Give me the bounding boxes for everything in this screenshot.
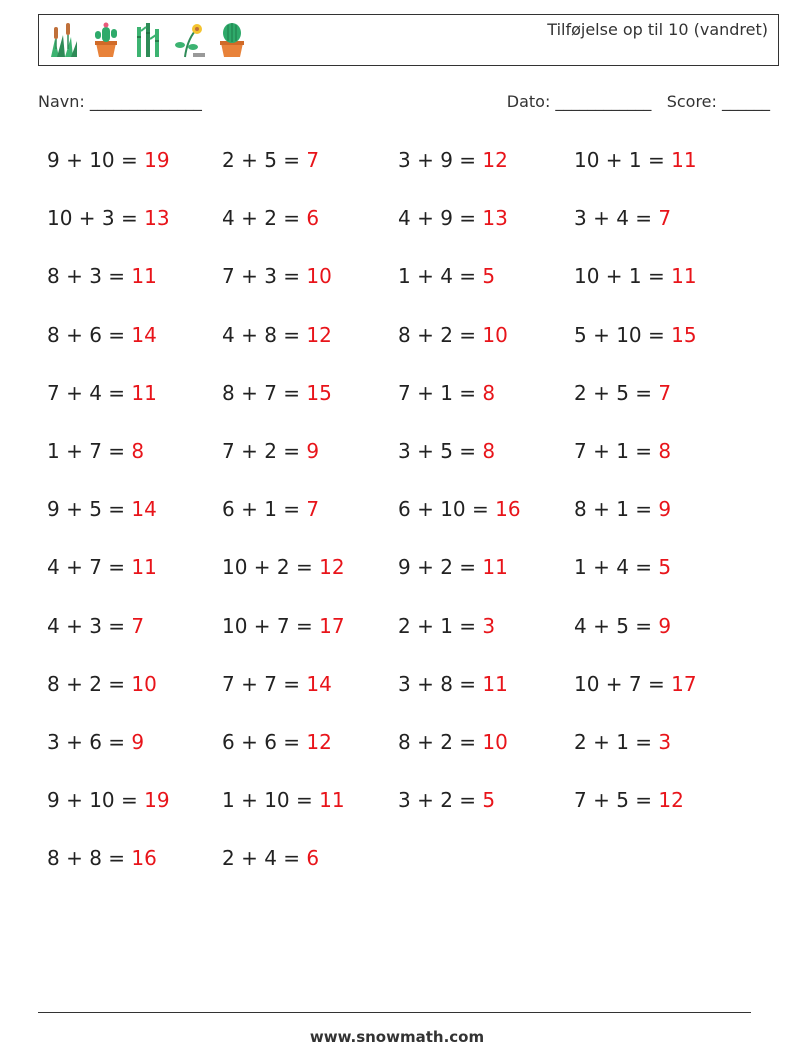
addition-problem	[222, 730, 332, 754]
problem-expression: 4 + 3 =	[47, 613, 132, 638]
problem-answer: 14	[131, 497, 157, 522]
addition-problem	[47, 614, 144, 638]
problem-expression: 8 + 6 =	[47, 322, 132, 347]
problem-expression: 1 + 10 =	[222, 788, 320, 813]
problem-answer: 6	[306, 206, 320, 231]
addition-problem	[574, 206, 671, 230]
problem-expression: 10 + 7 =	[574, 671, 672, 696]
problem-expression: 8 + 3 =	[47, 264, 132, 289]
flower-plant-icon	[171, 19, 209, 59]
problem-expression: 3 + 6 =	[47, 730, 132, 754]
score-field: Score: ______	[666, 92, 770, 111]
problem-expression: 7 + 1 =	[574, 439, 659, 463]
problem-expression: 4 + 7 =	[47, 555, 132, 580]
addition-problem	[47, 846, 157, 870]
problem-expression: 8 + 8 =	[47, 846, 132, 871]
problem-answer: 9	[658, 613, 672, 638]
problem-expression: 2 + 5 =	[574, 380, 659, 405]
problem-answer: 17	[319, 613, 345, 638]
problem-answer: 5	[482, 264, 496, 289]
addition-problem	[222, 672, 332, 696]
addition-problem	[47, 788, 170, 812]
problem-expression: 4 + 5 =	[574, 613, 659, 638]
addition-problem	[222, 614, 345, 638]
problem-answer: 11	[131, 264, 157, 289]
problem-answer: 7	[306, 148, 320, 172]
problem-expression: 3 + 4 =	[574, 206, 659, 231]
addition-problem	[574, 555, 671, 579]
addition-problem	[574, 730, 671, 754]
problem-answer: 5	[658, 555, 672, 580]
problem-expression: 7 + 1 =	[398, 380, 483, 405]
problem-expression: 3 + 5 =	[398, 439, 483, 463]
problem-answer: 7	[306, 497, 320, 522]
problem-answer: 10	[482, 322, 508, 347]
problem-answer: 3	[482, 613, 496, 638]
problem-answer: 10	[131, 671, 157, 696]
problem-expression: 2 + 4 =	[222, 846, 307, 871]
problem-expression: 2 + 1 =	[398, 613, 483, 638]
problem-expression: 9 + 10 =	[47, 788, 145, 813]
problem-expression: 10 + 1 =	[574, 148, 672, 172]
addition-problem	[574, 439, 671, 463]
problem-answer: 11	[482, 555, 508, 580]
problem-expression: 1 + 7 =	[47, 439, 132, 463]
problem-expression: 6 + 10 =	[398, 497, 496, 522]
problem-answer: 17	[671, 671, 697, 696]
problem-answer: 15	[671, 322, 697, 347]
problem-answer: 13	[482, 206, 508, 231]
addition-problem	[47, 323, 157, 347]
addition-problem	[222, 381, 332, 405]
potted-cactus-icon	[213, 19, 251, 59]
problem-answer: 7	[131, 613, 145, 638]
addition-problem	[574, 264, 697, 288]
problem-expression: 9 + 2 =	[398, 555, 483, 580]
problem-answer: 19	[144, 788, 170, 813]
addition-problem	[47, 555, 157, 579]
problem-answer: 5	[482, 788, 496, 813]
problem-answer: 11	[482, 671, 508, 696]
addition-problem	[222, 497, 319, 521]
addition-problem	[47, 497, 157, 521]
problem-answer: 11	[131, 380, 157, 405]
problem-expression: 1 + 4 =	[574, 555, 659, 580]
problem-answer: 9	[131, 730, 145, 754]
problem-answer: 11	[671, 264, 697, 289]
addition-problem	[398, 672, 508, 696]
problem-answer: 8	[482, 380, 496, 405]
addition-problem	[574, 381, 671, 405]
problem-expression: 8 + 2 =	[398, 730, 483, 754]
problem-answer: 16	[131, 846, 157, 871]
problem-answer: 7	[658, 206, 672, 231]
addition-problem	[398, 614, 495, 638]
addition-problem	[398, 730, 508, 754]
problem-expression: 4 + 2 =	[222, 206, 307, 231]
addition-problem	[47, 264, 157, 288]
footer-divider	[38, 1012, 751, 1013]
problem-answer: 11	[319, 788, 345, 813]
problem-expression: 7 + 7 =	[222, 671, 307, 696]
addition-problem	[47, 381, 157, 405]
problem-expression: 2 + 1 =	[574, 730, 659, 754]
cattail-plant-icon	[45, 19, 83, 59]
addition-problem	[398, 439, 495, 463]
problem-answer: 10	[482, 730, 508, 754]
addition-problem	[398, 555, 508, 579]
problem-answer: 15	[306, 380, 332, 405]
problem-expression: 8 + 1 =	[574, 497, 659, 522]
problem-expression: 8 + 2 =	[47, 671, 132, 696]
problem-answer: 12	[482, 148, 508, 172]
problem-answer: 8	[658, 439, 672, 463]
worksheet-title: Tilføjelse op til 10 (vandret)	[547, 20, 768, 39]
worksheet-header	[38, 14, 779, 66]
problem-expression: 2 + 5 =	[222, 148, 307, 172]
addition-problem	[398, 264, 495, 288]
date-score-fields	[507, 92, 770, 111]
addition-problem	[47, 148, 170, 172]
addition-problem	[398, 206, 508, 230]
problem-answer: 19	[144, 148, 170, 172]
addition-problem	[574, 497, 671, 521]
addition-problem	[222, 439, 319, 463]
problem-answer: 11	[671, 148, 697, 172]
problem-answer: 6	[306, 846, 320, 871]
problem-expression: 8 + 7 =	[222, 380, 307, 405]
problem-answer: 12	[306, 730, 332, 754]
addition-problem	[222, 555, 345, 579]
addition-problem	[47, 730, 144, 754]
date-field: Dato: ____________	[506, 92, 652, 111]
header-icons	[45, 19, 251, 59]
addition-problem	[222, 206, 319, 230]
problem-answer: 16	[495, 497, 521, 522]
problem-expression: 9 + 10 =	[47, 148, 145, 172]
problem-answer: 12	[306, 322, 332, 347]
addition-problem	[398, 381, 495, 405]
addition-problem	[222, 846, 319, 870]
problem-expression: 3 + 2 =	[398, 788, 483, 813]
addition-problem	[222, 788, 345, 812]
problem-expression: 3 + 9 =	[398, 148, 483, 172]
addition-problem	[398, 323, 508, 347]
addition-problem	[222, 148, 319, 172]
problem-expression: 7 + 3 =	[222, 264, 307, 289]
problem-expression: 6 + 6 =	[222, 730, 307, 754]
addition-problem	[398, 148, 508, 172]
problem-expression: 7 + 5 =	[574, 788, 659, 813]
problem-answer: 11	[131, 555, 157, 580]
addition-problem	[222, 323, 332, 347]
problem-answer: 8	[131, 439, 145, 463]
problem-answer: 10	[306, 264, 332, 289]
problem-expression: 4 + 9 =	[398, 206, 483, 231]
bamboo-icon	[129, 19, 167, 59]
problem-answer: 3	[658, 730, 672, 754]
problem-expression: 8 + 2 =	[398, 322, 483, 347]
addition-problem	[398, 497, 521, 521]
problem-expression: 10 + 2 =	[222, 555, 320, 580]
problem-answer: 7	[658, 380, 672, 405]
problem-expression: 10 + 3 =	[47, 206, 145, 231]
footer-url: www.snowmath.com	[309, 1028, 485, 1046]
problem-answer: 12	[319, 555, 345, 580]
addition-problem	[574, 323, 697, 347]
problem-answer: 8	[482, 439, 496, 463]
addition-problem	[574, 614, 671, 638]
problem-answer: 9	[658, 497, 672, 522]
addition-problem	[47, 672, 157, 696]
problem-expression: 9 + 5 =	[47, 497, 132, 522]
problem-expression: 6 + 1 =	[222, 497, 307, 522]
name-field: Navn: ______________	[38, 92, 202, 111]
problem-answer: 13	[144, 206, 170, 231]
addition-problem	[574, 672, 697, 696]
addition-problem	[398, 788, 495, 812]
problem-expression: 10 + 7 =	[222, 613, 320, 638]
addition-problem	[47, 439, 144, 463]
problem-answer: 9	[306, 439, 320, 463]
problem-answer: 12	[658, 788, 684, 813]
cactus-pot-icon	[87, 19, 125, 59]
problem-expression: 5 + 10 =	[574, 322, 672, 347]
problem-answer: 14	[131, 322, 157, 347]
problem-expression: 7 + 2 =	[222, 439, 307, 463]
problem-expression: 10 + 1 =	[574, 264, 672, 289]
problem-expression: 3 + 8 =	[398, 671, 483, 696]
addition-problem	[574, 788, 684, 812]
problem-expression: 4 + 8 =	[222, 322, 307, 347]
addition-problem	[47, 206, 170, 230]
problem-expression: 1 + 4 =	[398, 264, 483, 289]
addition-problem	[574, 148, 697, 172]
addition-problem	[222, 264, 332, 288]
problem-expression: 7 + 4 =	[47, 380, 132, 405]
problem-answer: 14	[306, 671, 332, 696]
